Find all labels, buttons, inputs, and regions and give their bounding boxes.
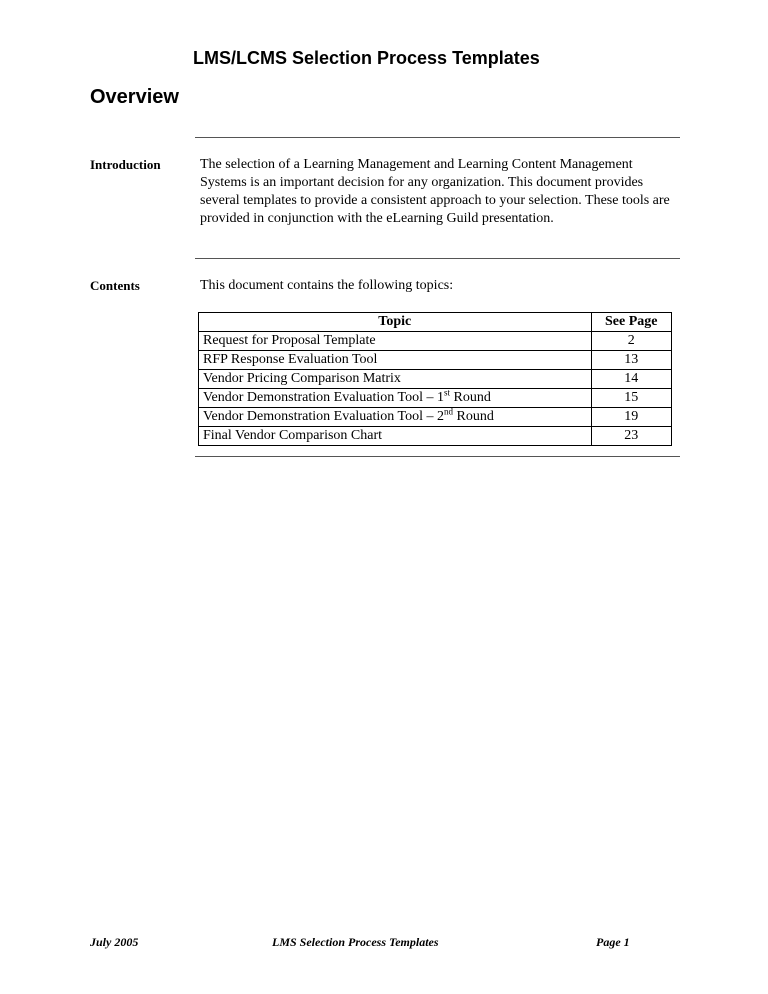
topic-cell bbox=[199, 408, 592, 427]
section-heading-overview: Overview bbox=[90, 86, 179, 108]
footer-document-name: LMS Selection Process Templates bbox=[272, 935, 439, 949]
introduction-label: Introduction bbox=[90, 157, 161, 172]
ordinal-suffix: st bbox=[444, 387, 451, 398]
table-row bbox=[199, 427, 672, 446]
topic-cell: Final Vendor Comparison Chart bbox=[199, 427, 592, 446]
footer-date: July 2005 bbox=[90, 935, 139, 949]
page-cell: 14 bbox=[591, 370, 672, 389]
page-cell: 2 bbox=[591, 332, 672, 351]
ordinal-suffix: nd bbox=[444, 406, 454, 417]
document-title: LMS/LCMS Selection Process Templates bbox=[193, 48, 540, 68]
page-cell: 23 bbox=[591, 427, 672, 446]
table-row bbox=[199, 408, 672, 427]
page-cell: 15 bbox=[591, 389, 672, 408]
topic-column-header: Topic bbox=[199, 313, 592, 332]
table-row bbox=[199, 332, 672, 351]
topic-cell: RFP Response Evaluation Tool bbox=[199, 351, 592, 370]
rule-bottom bbox=[195, 456, 680, 457]
footer-page-number: Page 1 bbox=[596, 935, 630, 949]
table-row bbox=[199, 370, 672, 389]
topic-text: Vendor Demonstration Evaluation Tool – 1 bbox=[203, 390, 445, 405]
topic-cell: Request for Proposal Template bbox=[199, 332, 592, 351]
topic-cell bbox=[199, 389, 592, 408]
introduction-text: The selection of a Learning Management and Learning Content Management Systems is an important decision for any organization. This document provides several templates to provide a consistent approach to your selection. These tools are provided in conjunction with the eLearning Guild presentation. bbox=[200, 157, 670, 226]
table-row bbox=[199, 389, 672, 408]
topic-text-end: Round bbox=[450, 390, 491, 405]
topics-table-header-row bbox=[199, 313, 672, 332]
topic-cell: Vendor Pricing Comparison Matrix bbox=[199, 370, 592, 389]
topics-table bbox=[198, 312, 672, 446]
rule-middle bbox=[195, 258, 680, 259]
contents-intro: This document contains the following topics: bbox=[200, 278, 454, 293]
page-cell: 19 bbox=[591, 408, 672, 427]
rule-top bbox=[195, 137, 680, 138]
see-page-column-header: See Page bbox=[591, 313, 672, 332]
topic-text: Vendor Demonstration Evaluation Tool – 2 bbox=[203, 409, 445, 424]
topic-text-end: Round bbox=[453, 409, 494, 424]
contents-label: Contents bbox=[90, 278, 140, 293]
table-row bbox=[199, 351, 672, 370]
page-cell: 13 bbox=[591, 351, 672, 370]
